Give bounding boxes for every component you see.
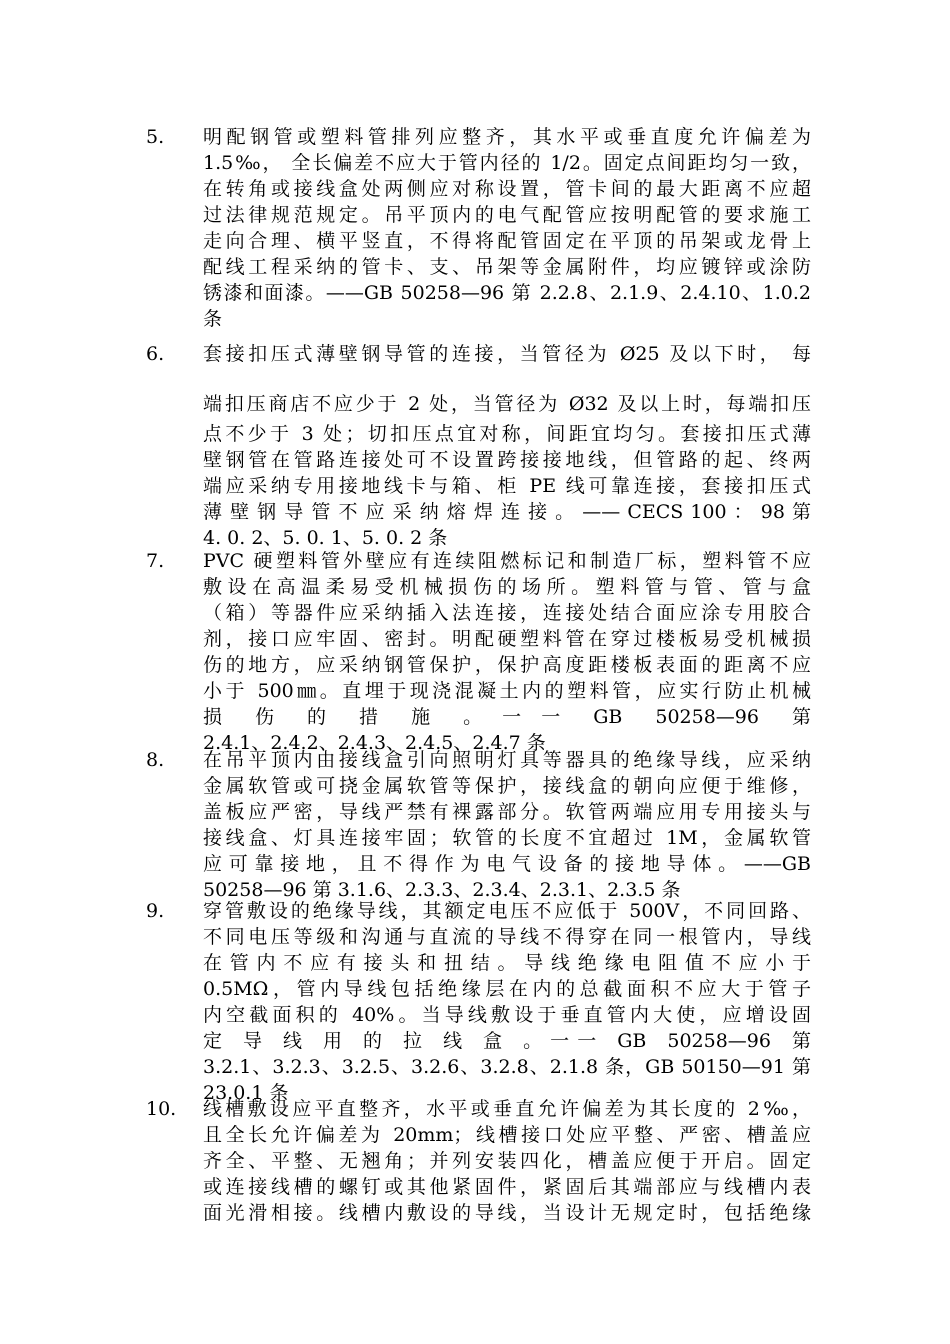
text-line: 或连接线槽的螺钉或其他紧固件，紧固后其端部应与线槽内表 bbox=[203, 1176, 811, 1198]
text-line: 薄 壁 钢 导 管 不 应 采 纳 熔 焊 连 接 。 —— CECS 100 ： 98 第 bbox=[203, 501, 811, 523]
item-number: 9. bbox=[146, 900, 165, 922]
text-line: 3.2.1、3.2.3、3.2.5、3.2.6、3.2.8、2.1.8 条，GB 50150—91 第 bbox=[203, 1056, 811, 1078]
text-line: 过法律规范规定。吊平顶内的电气配管应按明配管的要求施工 bbox=[203, 204, 811, 226]
text-line: 面光滑相接。线槽内敷设的导线，当设计无规定时，包括绝缘 bbox=[203, 1202, 811, 1224]
text-line: 4. 0. 2、5. 0. 1、5. 0. 2 条 bbox=[203, 527, 448, 549]
text-line: 在管内不应有接头和扭结。导线绝缘电阻值不应小于 bbox=[203, 952, 811, 974]
item-text bbox=[203, 341, 811, 551]
text-line: 定 导 线 用 的 拉 线 盒 。 一 一 GB 50258—96 第 bbox=[203, 1030, 811, 1052]
item-text bbox=[203, 747, 811, 903]
text-line: PVC 硬塑料管外壁应有连续阻燃标记和制造厂标，塑料管不应 bbox=[203, 550, 811, 572]
text-line: 锈漆和面漆。——GB 50258—96 第 2.2.8、2.1.9、2.4.10、1.0.2 bbox=[203, 282, 811, 304]
item-text bbox=[203, 548, 811, 756]
item-text bbox=[203, 898, 811, 1106]
text-line: 敷设在高温柔易受机械损伤的场所。塑料管与管、管与盒 bbox=[203, 576, 811, 598]
text-line: 不同电压等级和沟通与直流的导线不得穿在同一根管内，导线 bbox=[203, 926, 811, 948]
text-line: 在吊平顶内由接线盒引向照明灯具等器具的绝缘导线，应采纳 bbox=[203, 749, 811, 771]
text-line: 壁钢管在管路连接处可不设置跨接接地线，但管路的起、终两 bbox=[203, 449, 811, 471]
text-line: 明配钢管或塑料管排列应整齐，其水平或垂直度允许偏差为 bbox=[203, 126, 811, 148]
text-line: 1.5‰， 全长偏差不应大于管内径的 1/2。固定点间距均匀一致， bbox=[203, 152, 811, 174]
text-line: 金属软管或可挠金属软管等保护，接线盒的朝向应便于维修， bbox=[203, 775, 811, 797]
text-line: 应可靠接地，且不得作为电气设备的接地导体。——GB bbox=[203, 853, 811, 875]
item-number: 5. bbox=[146, 126, 165, 148]
text-line: 23.0.1 条 bbox=[203, 1082, 289, 1104]
text-line: 伤的地方，应采纳钢管保护，保护高度距楼板表面的距离不应 bbox=[203, 654, 811, 676]
text-line: 端扣压商店不应少于 2 处，当管径为 Ø32 及以上时，每端扣压 bbox=[203, 393, 811, 415]
text-line: 小于 500㎜。直埋于现浇混凝土内的塑料管，应实行防止机械 bbox=[203, 680, 811, 702]
text-line: 损 伤 的 措 施 。 一 一 GB 50258—96 第 bbox=[203, 706, 811, 728]
text-line: 且全长允许偏差为 20mm；线槽接口处应平整、严密、槽盖应 bbox=[203, 1124, 811, 1146]
text-line: 点不少于 3 处；切扣压点宜对称，间距宜均匀。套接扣压式薄 bbox=[203, 423, 811, 445]
text-line: 盖板应严密，导线严禁有裸露部分。软管两端应用专用接头与 bbox=[203, 801, 811, 823]
text-line: 配线工程采纳的管卡、支、吊架等金属附件，均应镀锌或涂防 bbox=[203, 256, 811, 278]
text-line: 线槽敷设应平直整齐，水平或垂直允许偏差为其长度的 2‰， bbox=[203, 1098, 811, 1120]
item-text bbox=[203, 124, 811, 332]
item-text bbox=[203, 1096, 811, 1226]
text-line: 端应采纳专用接地线卡与箱、柜 PE 线可靠连接，套接扣压式 bbox=[203, 475, 811, 497]
item-number: 8. bbox=[146, 749, 165, 771]
text-line: 套接扣压式薄壁钢导管的连接，当管径为 Ø25 及以下时， 每 bbox=[203, 343, 811, 365]
text-line: 在转角或接线盒处两侧应对称设置，管卡间的最大距离不应超 bbox=[203, 178, 811, 200]
item-number: 7. bbox=[146, 550, 165, 572]
text-line: 2.4.1、2.4.2、2.4.3、2.4.5、2.4.7 条 bbox=[203, 732, 546, 754]
item-number: 10. bbox=[146, 1098, 177, 1120]
text-line: 齐全、平整、无翘角；并列安装四化，槽盖应便于开启。固定 bbox=[203, 1150, 811, 1172]
text-line: 条 bbox=[203, 308, 223, 330]
text-line: 穿管敷设的绝缘导线，其额定电压不应低于 500V，不同回路、 bbox=[203, 900, 811, 922]
text-line: 内空截面积的 40%。当导线敷设于垂直管内大使，应增设固 bbox=[203, 1004, 811, 1026]
text-line: 0.5MΩ，管内导线包括绝缘层在内的总截面积不应大于管子 bbox=[203, 978, 811, 1000]
item-number: 6. bbox=[146, 343, 165, 365]
text-line: （箱）等器件应采纳插入法连接，连接处结合面应涂专用胶合 bbox=[203, 602, 811, 624]
text-line: 走向合理、横平竖直，不得将配管固定在平顶的吊架或龙骨上 bbox=[203, 230, 811, 252]
text-line: 50258—96 第 3.1.6、2.3.3、2.3.4、2.3.1、2.3.5 条 bbox=[203, 879, 681, 901]
text-line: 剂，接口应牢固、密封。明配硬塑料管在穿过楼板易受机械损 bbox=[203, 628, 811, 650]
text-line: 接线盒、灯具连接牢固；软管的长度不宜超过 1M，金属软管 bbox=[203, 827, 811, 849]
